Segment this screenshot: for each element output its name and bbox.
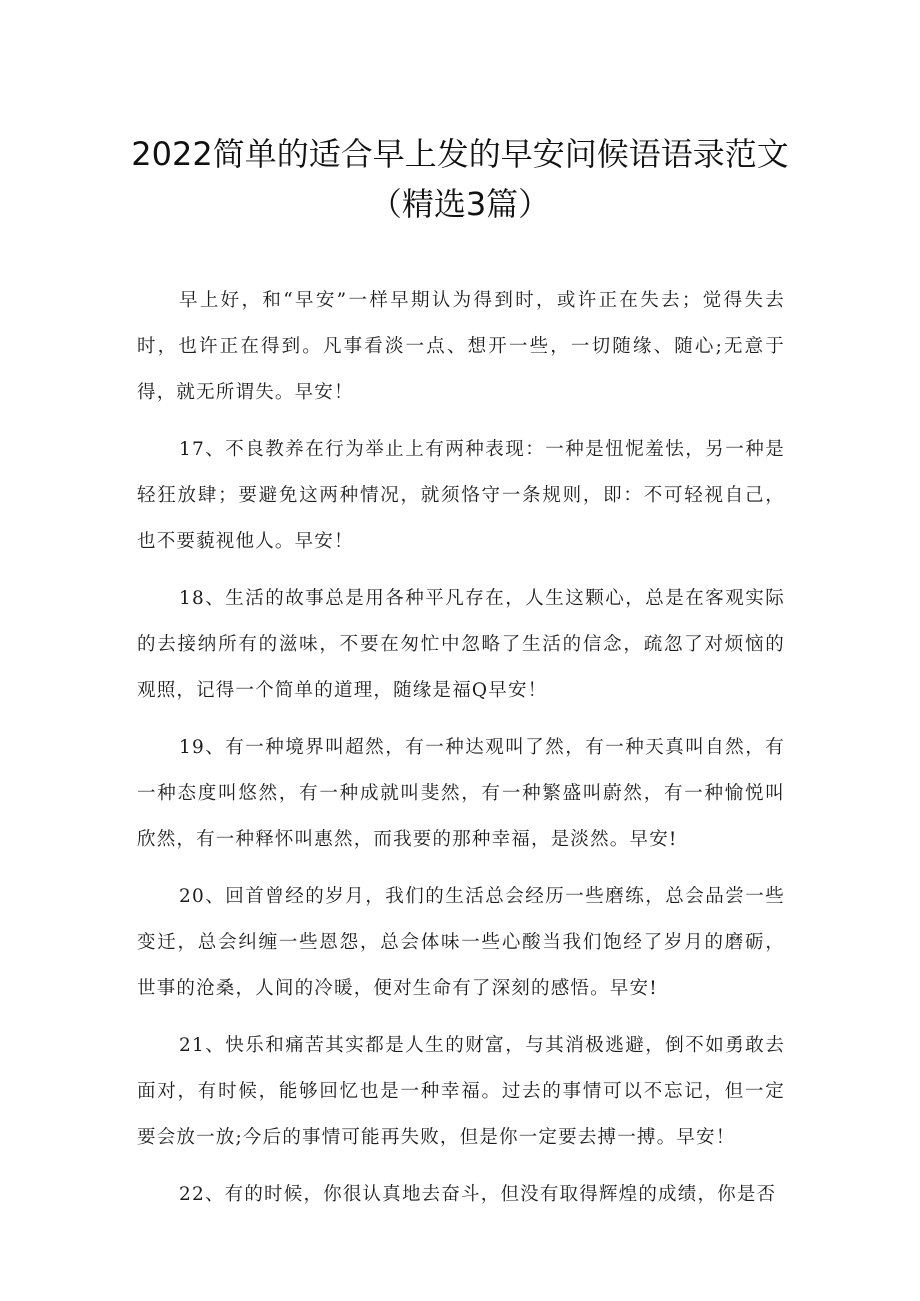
- paragraph-21: 21、快乐和痛苦其实都是人生的财富，与其消极逃避，倒不如勇敢去面对，有时候，能够回忆也是一种幸福。过去的事情可以不忘记，但一定要会放一放;今后的事情可能再失败，但是你一定要去搏一搏。早安！: [137, 1035, 785, 1148]
- document-body: [137, 278, 785, 1229]
- paragraph-22: 22、有的时候，你很认真地去奋斗，但没有取得辉煌的成绩，你是否: [179, 1184, 777, 1205]
- paragraph-18: 18、生活的故事总是用各种平凡存在，人生这颗心，总是在客观实际的去接纳所有的滋味，不要在匆忙中忽略了生活的信念，疏忽了对烦恼的观照，记得一个简单的道理，随缘是福Q早安！: [137, 588, 785, 701]
- paragraph-19: 19、有一种境界叫超然，有一种达观叫了然，有一种天真叫自然，有一种态度叫悠然，有一种成就叫斐然，有一种繁盛叫蔚然，有一种愉悦叫欣然，有一种释怀叫惠然，而我要的那种幸福，是淡然。早安!: [137, 737, 785, 850]
- paragraph-intro: 早上好，和“早安”一样早期认为得到时，或许正在失去；觉得失去时，也许正在得到。凡事看淡一点、想开一些，一切随缘、随心;无意于得，就无所谓失。早安！: [137, 290, 785, 403]
- document-title: 2022简单的适合早上发的早安问候语语录范文（精选3篇）: [131, 135, 789, 224]
- paragraph-17: 17、不良教养在行为举止上有两种表现：一种是忸怩羞怯，另一种是轻狂放肆；要避免这两种情况，就须恪守一条规则，即：不可轻视自己，也不要藐视他人。早安！: [137, 439, 785, 552]
- paragraph-20: 20、回首曾经的岁月，我们的生活总会经历一些磨练，总会品尝一些变迁，总会纠缠一些恩怨，总会体味一些心酸当我们饱经了岁月的磨砺，世事的沧桑，人间的冷暖，便对生命有了深刻的感悟。早安!: [137, 886, 785, 999]
